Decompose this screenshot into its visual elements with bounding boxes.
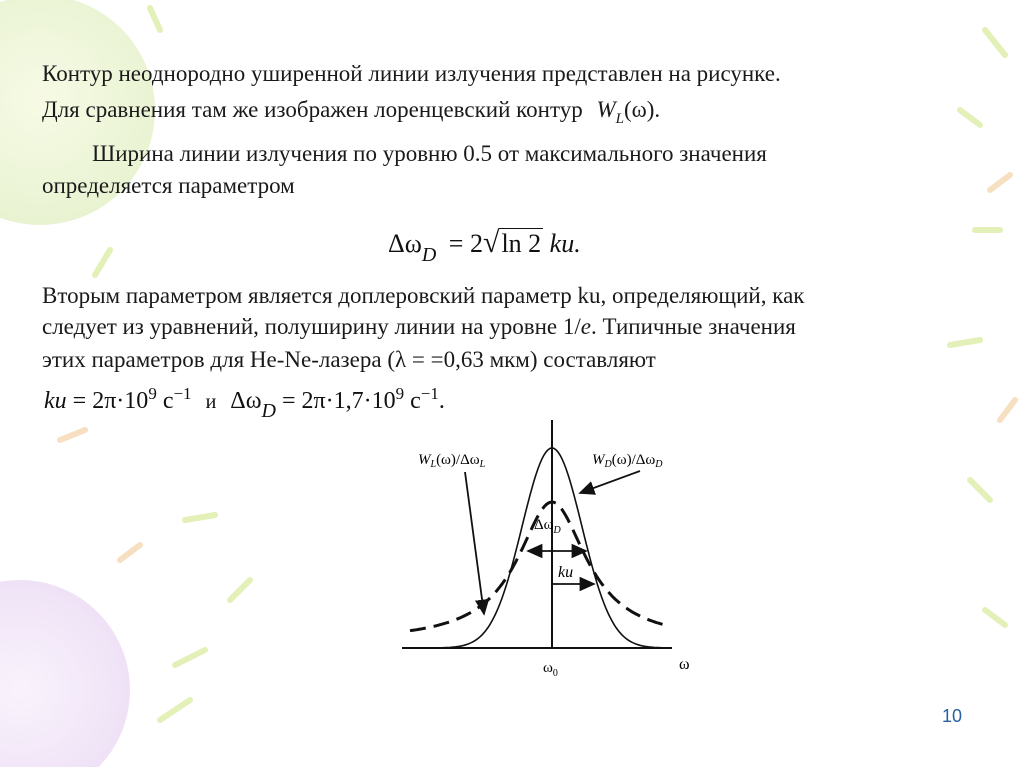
paragraph-3-line-3: этих параметров для He-Ne-лазера (λ = =0,63 мкм) составляют [42,347,656,372]
paragraph-3-line-2b: . Типичные значения [591,314,796,339]
formula-1-eq: = 2 [448,229,483,258]
formula-2-and: и [205,391,217,413]
wd-pointer-arrow [580,471,640,493]
wl-subscript: L [615,111,624,127]
formula-1-rhs: ku. [549,229,581,258]
paragraph-2-line-2: определяется параметром [42,173,295,198]
formula-2b-unit-exp: −1 [420,384,439,403]
formula-1-lhs-sub: D [421,244,437,266]
formula-2-dot: . [438,388,445,414]
label-wl: $W_L(\omega)/\Delta\omega_L$ [418,452,486,470]
paragraph-3-e: e [580,314,591,339]
wl-argument: (ω). [623,97,661,122]
formula-2b-exp: 9 [395,384,405,403]
wl-pointer-arrow [465,472,484,614]
paragraph-1-line-1: Контур неоднородно уширенной линии излучения представлен на рисунке. [42,61,781,86]
formula-2a-unit: с [162,388,174,414]
label-omega-0: $\omega_0$ [543,660,558,679]
page-number: 10 [941,706,962,726]
formula-1-lhs: Δω [388,229,422,258]
label-omega: ω [679,656,690,673]
formula-2b-unit: с [410,388,421,414]
label-ku: ku [558,564,574,581]
formula-1-radicand: ln 2 [501,229,542,258]
paragraph-1-text: Для сравнения там же изображен лоренцевский контур [42,97,583,122]
wl-symbol: W [596,97,616,122]
formula-2a-lhs: ku [44,388,67,414]
paragraph-2-line-1: Ширина линии излучения по уровню 0.5 от максимального значения [92,141,767,166]
formula-2a-exp: 9 [148,384,157,403]
paragraph-3-line-2a: следует из уравнений, полуширину линии на уровне 1/ [42,314,581,339]
formula-2b-lhs: Δω [230,388,262,414]
paragraph-3-line-1: Вторым параметром является доплеровский параметр ku, определяющий, как [42,283,805,308]
label-wd: $W_D(\omega)/\Delta\omega_D$ [592,452,663,470]
formula-2a-rhs: = 2π·10 [72,388,149,414]
gaussian-curve [410,448,668,648]
sqrt-sign: √ [482,226,500,259]
formula-2b-lhs-sub: D [261,400,276,422]
formula-2b-rhs: = 2π·1,7·10 [281,388,396,414]
formula-2a-unit-exp: −1 [173,384,192,403]
label-delta-omega-d: $\Delta\omega_D$ [534,517,561,536]
